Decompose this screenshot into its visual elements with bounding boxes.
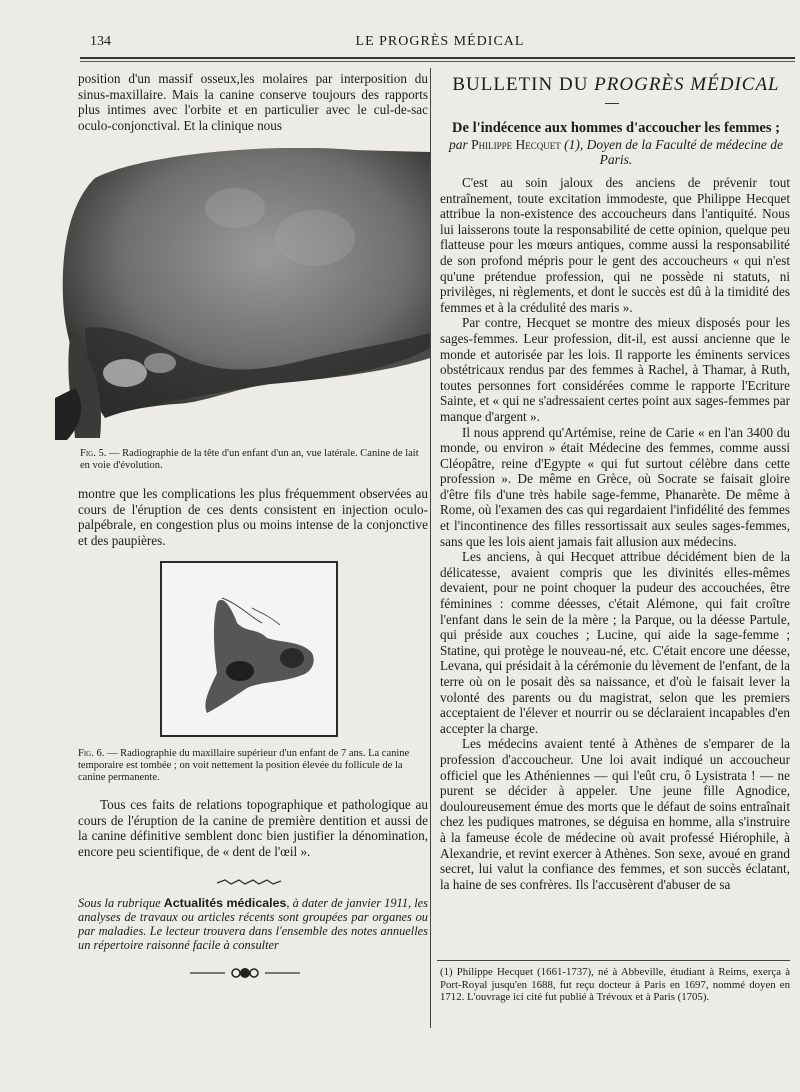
paragraph-3-text: Tous ces faits de relations topographique et pathologique au cours de l'éruption de la canine de première dentition et aussi de la canine définitive semblent donc bien justifier la dénomination, encore peu scientifique, de « dent de l'œil ». (78, 797, 428, 859)
intro-paragraph-text: position d'un massif osseux,les molaires par interposition du sinus-maxillaire. Mais la canine conserve toujours des rapports plus intimes avec l'orbite et en particulier avec le cul-de-sac oculo-conjonctival. Et la clinique nous (78, 71, 428, 133)
left-paragraph-3 (78, 797, 428, 859)
article-paragraph: Les anciens, à qui Hecquet attribue décidément bien de la délicatesse, avaient compris que les divinités elles-mêmes devaient, pour ne point choquer la pudeur des accouchées, être féminines : comme déesses, c'était Alémone, qui fait croître l'enfant dans le sein de la mère ; la Parque, ou la déesse Partule, qui préside aux couches ; Lucine, qui aide la sage-femme ; Statine, qui protège le nouveau-né, etc. C'était encore une déesse, Levana, qui présidait à la cérémonie du lèvement de l'enfant, de la terre où on le posait dès sa naissance, et d'où le faisait lever la volonté des parents ou du magistrat, selon que les premiers acceptaient de l'élever et nourrir ou se déclaraient incapables d'en accepter la charge. (440, 549, 790, 736)
figure-5-label: Fig. 5. (80, 448, 107, 459)
skull-radiograph-image (55, 148, 430, 440)
notice-prefix: Sous la rubrique (78, 896, 161, 910)
squiggle-divider (215, 877, 285, 887)
rubric-notice (78, 896, 428, 952)
article-paragraph: Par contre, Hecquet se montre des mieux disposés pour les sages-femmes. Leur profession, dit-il, est aussi ancienne que le monde et autorisée par les lois. Il rapporte les éminents services obstétricaux rendus par des femmes à Rachel, à Thamar, à Ruth, toutes personnes fort considérées comme le rapporte l'Ecriture Sainte, et « qui ne s'adressaient certes point aux sages-femmes par manque d'argent ». (440, 315, 790, 424)
left-paragraph-2 (78, 486, 428, 548)
article-title: De l'indécence aux hommes d'accoucher les femmes ; (452, 120, 780, 136)
title-dash (605, 103, 619, 104)
left-intro-paragraph (78, 71, 428, 133)
figure-6-caption-text: — Radiographie du maxillaire supérieur d'un enfant de 7 ans. La canine temporaire est tombée ; on voit nettement la position élevée du follicule de la canine permanente. (78, 748, 410, 783)
article-paragraph: Les médecins avaient tenté à Athènes de s'emparer de la profession d'accoucheur. Une loi avait indiqué un accoucheur officiel que les Athéniennes — qui l'eût cru, ô Lysistrata ! — ne purent se décider à appeler. Une jeune fille Agnodice, douloureusement émue des morts que le défaut de soins entraînait chez les pudiques matrones, se déguisa en homme, alla s'instruire à la fameuse école de médecine où avait professé Hiérophile, à Alexandrie, et revint exercer à Athènes. Son sexe, avoué en grand secret, lui valut la confiance des femmes, et son succès éclatant, la haine de ses confrères. Ils l'accusèrent d'abuser de sa (440, 736, 790, 892)
figure-6-maxilla-radiograph (160, 561, 338, 737)
notice-text: , à dater de janvier 1911, les analyses de travaux ou articles récents sont groupées par organes ou par maladies. Le lecteur trouvera dans l'ensemble des notes annuelles un répertoire raisonné facile à consulter (78, 896, 428, 952)
figure-5-caption (80, 448, 425, 472)
byline-author: Philippe Hecquet (471, 137, 561, 152)
page-number: 134 (90, 34, 111, 49)
figure-6-caption (78, 748, 426, 784)
page-header (90, 34, 790, 54)
ornament-divider (190, 965, 300, 981)
header-rule-thin (80, 61, 795, 62)
byline-par: par (448, 137, 468, 152)
notice-rubric: Actualités médicales (163, 896, 287, 910)
bulletin-title-italic: PROGRÈS MÉDICAL (594, 74, 780, 95)
article-paragraph: C'est au soin jaloux des anciens de prévenir tout entraînement, toute excitation immodeste, que Philippe Hecquet attribue la non-existence des accoucheurs dans l'antiquité. Nous lui laisserons toute la responsabilité de cette opinion, quelque peu flatteuse pour les mœurs antiques, comme aussi la responsabilité de son profond mépris pour le gent des accoucheurs « qui n'est qu'une prétendue profession, qui ne possède ni statuts, ni privilèges, ni règlements, et dont le succès est dû à la timidité des femmes et à la crédulité des maris ». (440, 175, 790, 315)
header-rule (80, 57, 795, 59)
figure-5-caption-text: — Radiographie de la tête d'un enfant d'un an, vue latérale. Canine de lait en voie d'évolution. (80, 448, 419, 471)
figure-6-label: Fig. 6. (78, 748, 105, 759)
bulletin-title-plain: BULLETIN DU (452, 74, 589, 95)
article-byline (440, 137, 792, 167)
bulletin-title (440, 74, 792, 96)
article-paragraph: Il nous apprend qu'Artémise, reine de Carie « en l'an 3400 du monde, ou environ » était Médecine des femmes, comme aussi Cléopâtre, reine d'Egypte « qui fut surtout célèbre dans cette profession ». De même en Grèce, où Socrate se faisait gloire d'être fils d'une très habile sage-femme, Phanarète. De même à Rome, où l'examen des cas qui regardaient l'infidélité des femmes et l'incontinence des filles ressortissait aux seules sages-femmes, sans que les lois aient jamais fait allusion aux médecins. (440, 424, 790, 549)
footnote-rule (437, 960, 790, 961)
article-body (440, 175, 790, 892)
column-divider (430, 68, 431, 1028)
figure-5-skull-radiograph (55, 148, 430, 440)
maxilla-radiograph-image (162, 563, 336, 735)
running-title: LE PROGRÈS MÉDICAL (355, 34, 525, 49)
footnote: (1) Philippe Hecquet (1661-1737), né à Abbeville, étudiant à Reims, exerça à Port-Royal jusqu'en 1688, fut reçu docteur à Paris en 1697, nommé doyen en 1712. L'ouvrage ici cité fut publié à Trévoux et à Paris (1705). (440, 966, 790, 1003)
paragraph-2-text: montre que les complications les plus fréquemment observées au cours de l'éruption de ces dents consistent en injection oculo-palpébrale, en congestion plus ou moins intense de la conjonctive et des paupières. (78, 486, 428, 548)
byline-rest: (1), Doyen de la Faculté de médecine de Paris. (564, 137, 784, 167)
